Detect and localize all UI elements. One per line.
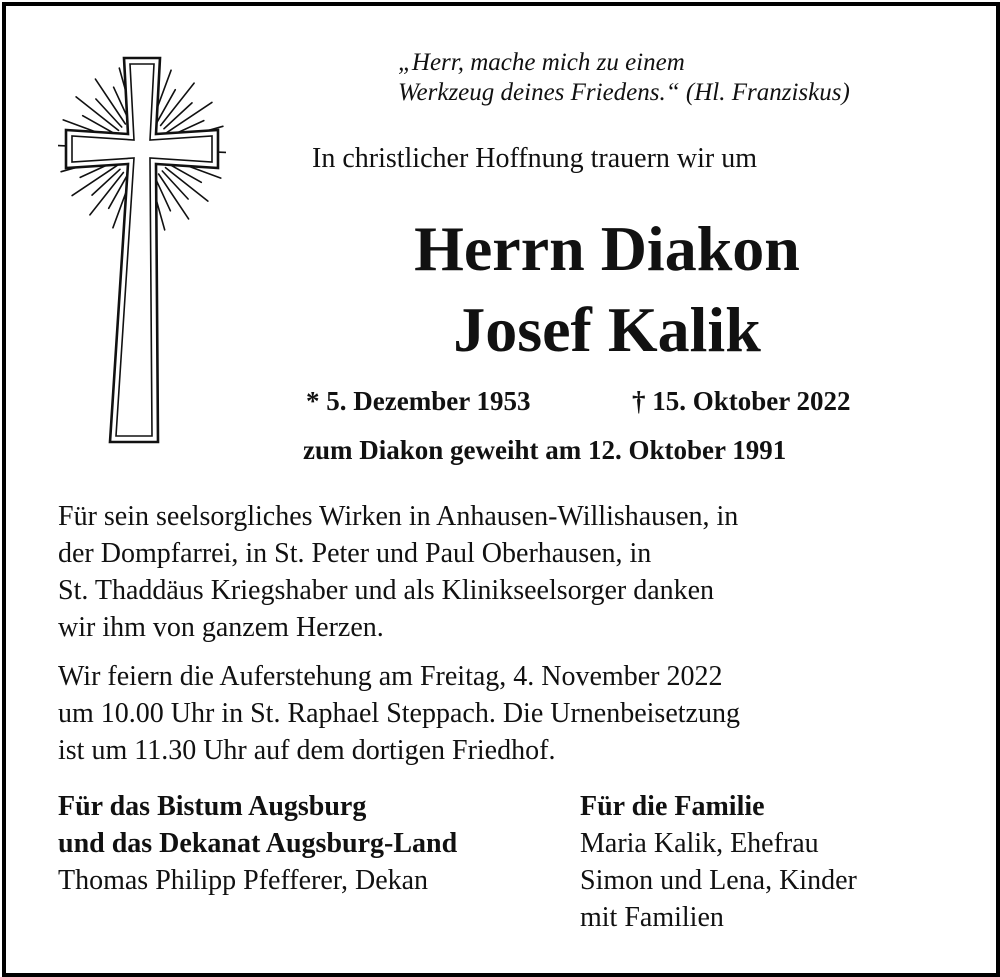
light-ray	[166, 168, 208, 202]
dean-name: Thomas Philipp Pfefferer, Dekan	[58, 865, 429, 896]
family-member: Simon und Lena, Kinder	[580, 865, 857, 896]
ordination-date: zum Diakon geweiht am 12. Oktober 1991	[303, 435, 787, 465]
deceased-name: Josef Kalik	[453, 294, 761, 365]
gratitude-line: der Dompfarrei, in St. Peter und Paul Oberhausen, in	[58, 538, 652, 569]
family-signature	[580, 788, 857, 936]
birth-date: * 5. Dezember 1953	[306, 386, 531, 416]
gratitude-line: wir ihm von ganzem Herzen.	[58, 612, 384, 643]
light-ray	[90, 173, 124, 215]
deceased-title: Herrn Diakon	[414, 213, 800, 284]
family-heading: Für die Familie	[580, 791, 765, 822]
gratitude-line: Für sein seelsorgliches Wirken in Anhausen-Willishausen, in	[58, 501, 739, 532]
death-date: † 15. Oktober 2022	[632, 386, 851, 416]
light-ray	[161, 83, 195, 125]
quote-line-1: „Herr, mache mich zu einem	[398, 49, 685, 76]
diocese-signature	[58, 788, 457, 899]
service-paragraph	[58, 658, 958, 769]
family-member: Maria Kalik, Ehefrau	[580, 828, 819, 859]
service-line: ist um 11.30 Uhr auf dem dortigen Friedhof.	[58, 735, 556, 766]
service-line: Wir feiern die Auferstehung am Freitag, 4. November 2022	[58, 661, 723, 692]
family-member: mit Familien	[580, 902, 724, 933]
diocese-heading: Für das Bistum Augsburg	[58, 791, 367, 822]
quote-line-2: Werkzeug deines Friedens.“ (Hl. Franziskus)	[398, 79, 850, 106]
intro-text: In christlicher Hoffnung trauern wir um	[312, 143, 758, 174]
gratitude-line: St. Thaddäus Kriegshaber und als Klinikseelsorger danken	[58, 575, 715, 606]
service-line: um 10.00 Uhr in St. Raphael Steppach. Die Urnenbeisetzung	[58, 698, 740, 729]
gratitude-paragraph	[58, 498, 958, 646]
deanery-heading: und das Dekanat Augsburg-Land	[58, 828, 458, 859]
bible-quote	[398, 48, 850, 108]
light-ray	[76, 97, 118, 130]
